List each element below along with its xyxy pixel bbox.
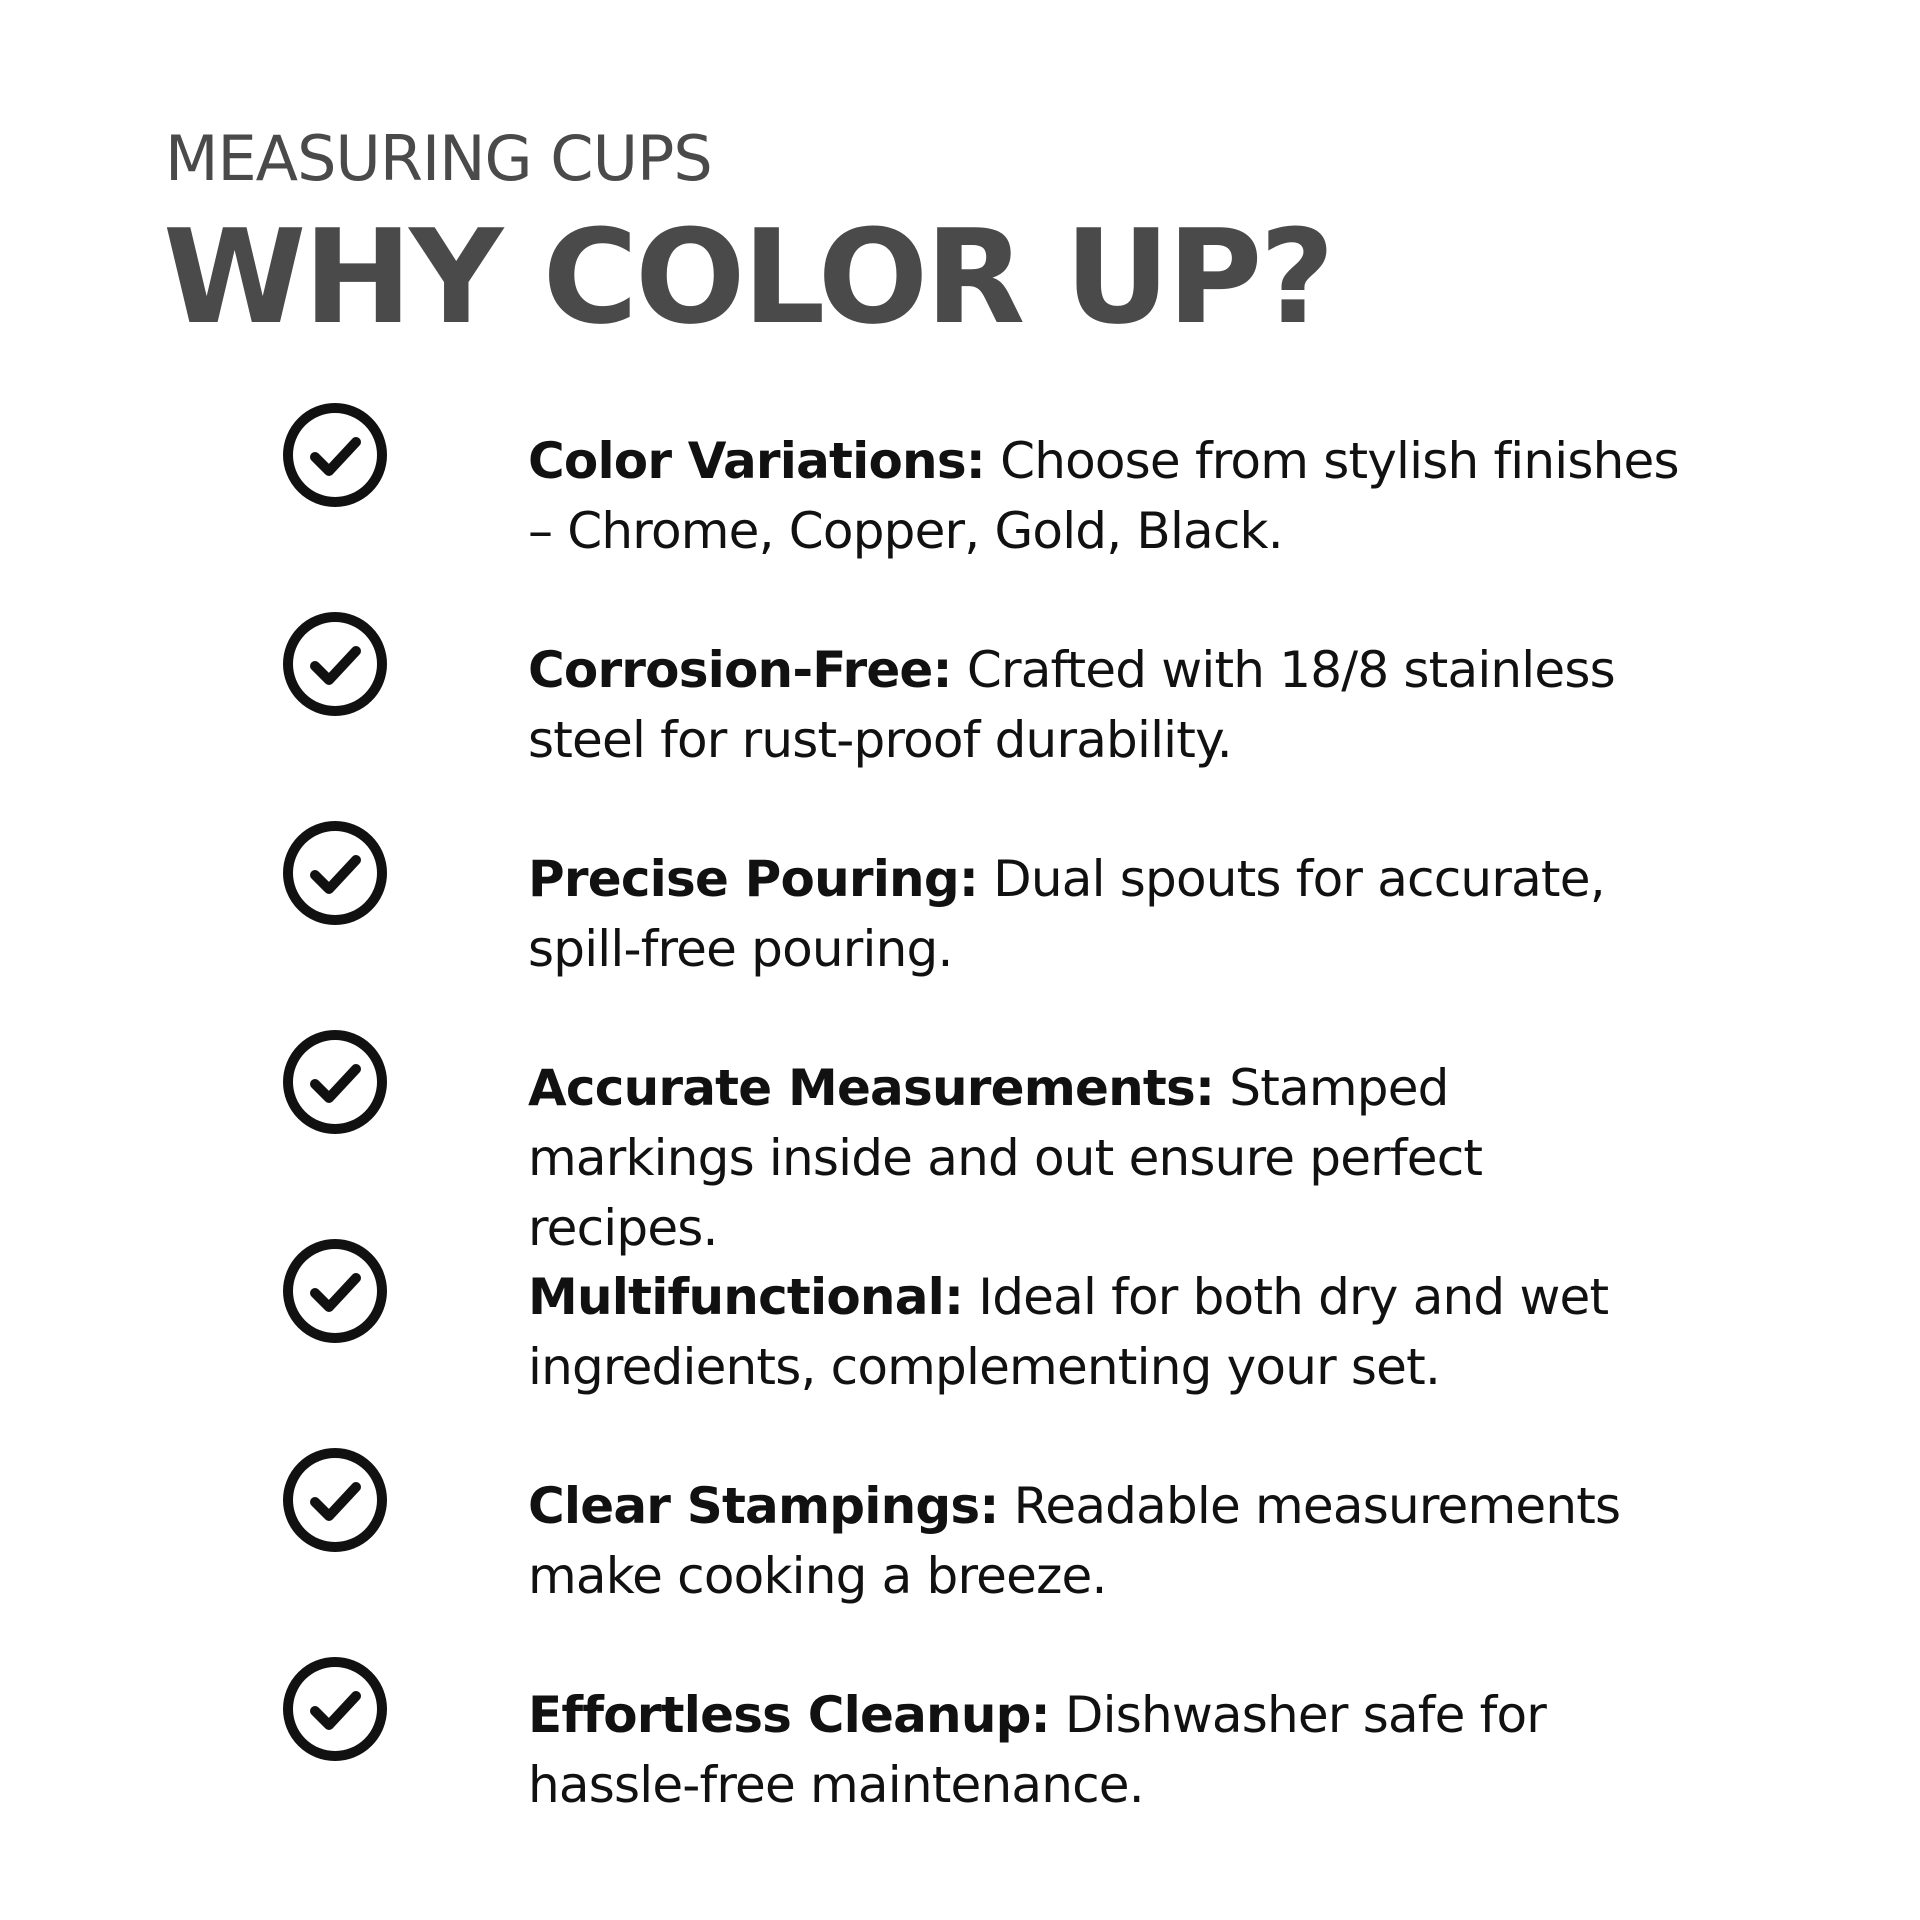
feature-title: Effortless Cleanup: [528,1686,1050,1744]
check-circle-icon [282,611,388,717]
feature-text [528,1680,1682,1820]
feature-title: Precise Pouring: [528,850,979,908]
feature-description: Readable measurements make cooking a breeze. [528,1477,1621,1605]
feature-text [528,426,1682,566]
check-circle-icon [282,820,388,926]
check-circle-icon [282,1656,388,1762]
feature-title: Corrosion-Free: [528,641,952,699]
feature-description: Stamped markings inside and out ensure perfect recipes. [528,1059,1483,1257]
list-item [282,1656,1682,1865]
list-item [282,1447,1682,1656]
eyebrow-title: MEASURING CUPS [165,122,712,195]
feature-title: Accurate Measurements: [528,1059,1215,1117]
feature-list [282,402,1682,1865]
feature-text [528,635,1682,775]
page-title: WHY COLOR UP? [163,201,1332,353]
check-circle-icon [282,1238,388,1344]
feature-text [528,844,1682,984]
check-circle-icon [282,402,388,508]
feature-title: Clear Stampings: [528,1477,999,1535]
list-item [282,1029,1682,1257]
feature-title: Color Variations: [528,432,985,490]
check-circle-icon [282,1029,388,1135]
feature-description: Crafted with 18/8 stainless steel for rust-proof durability. [528,641,1615,769]
feature-description: Dual spouts for accurate, spill-free pouring. [528,850,1605,978]
list-item [282,402,1682,611]
feature-description: Choose from stylish finishes – Chrome, Copper, Gold, Black. [528,432,1679,560]
list-item [282,611,1682,820]
feature-title: Multifunctional: [528,1268,964,1326]
feature-text [528,1471,1682,1611]
check-circle-icon [282,1447,388,1553]
list-item [282,820,1682,1029]
feature-description: Ideal for both dry and wet ingredients, complementing your set. [528,1268,1609,1396]
feature-description: Dishwasher safe for hassle-free maintenance. [528,1686,1547,1814]
feature-text [528,1053,1682,1263]
feature-text [528,1262,1682,1402]
list-item [282,1238,1682,1447]
